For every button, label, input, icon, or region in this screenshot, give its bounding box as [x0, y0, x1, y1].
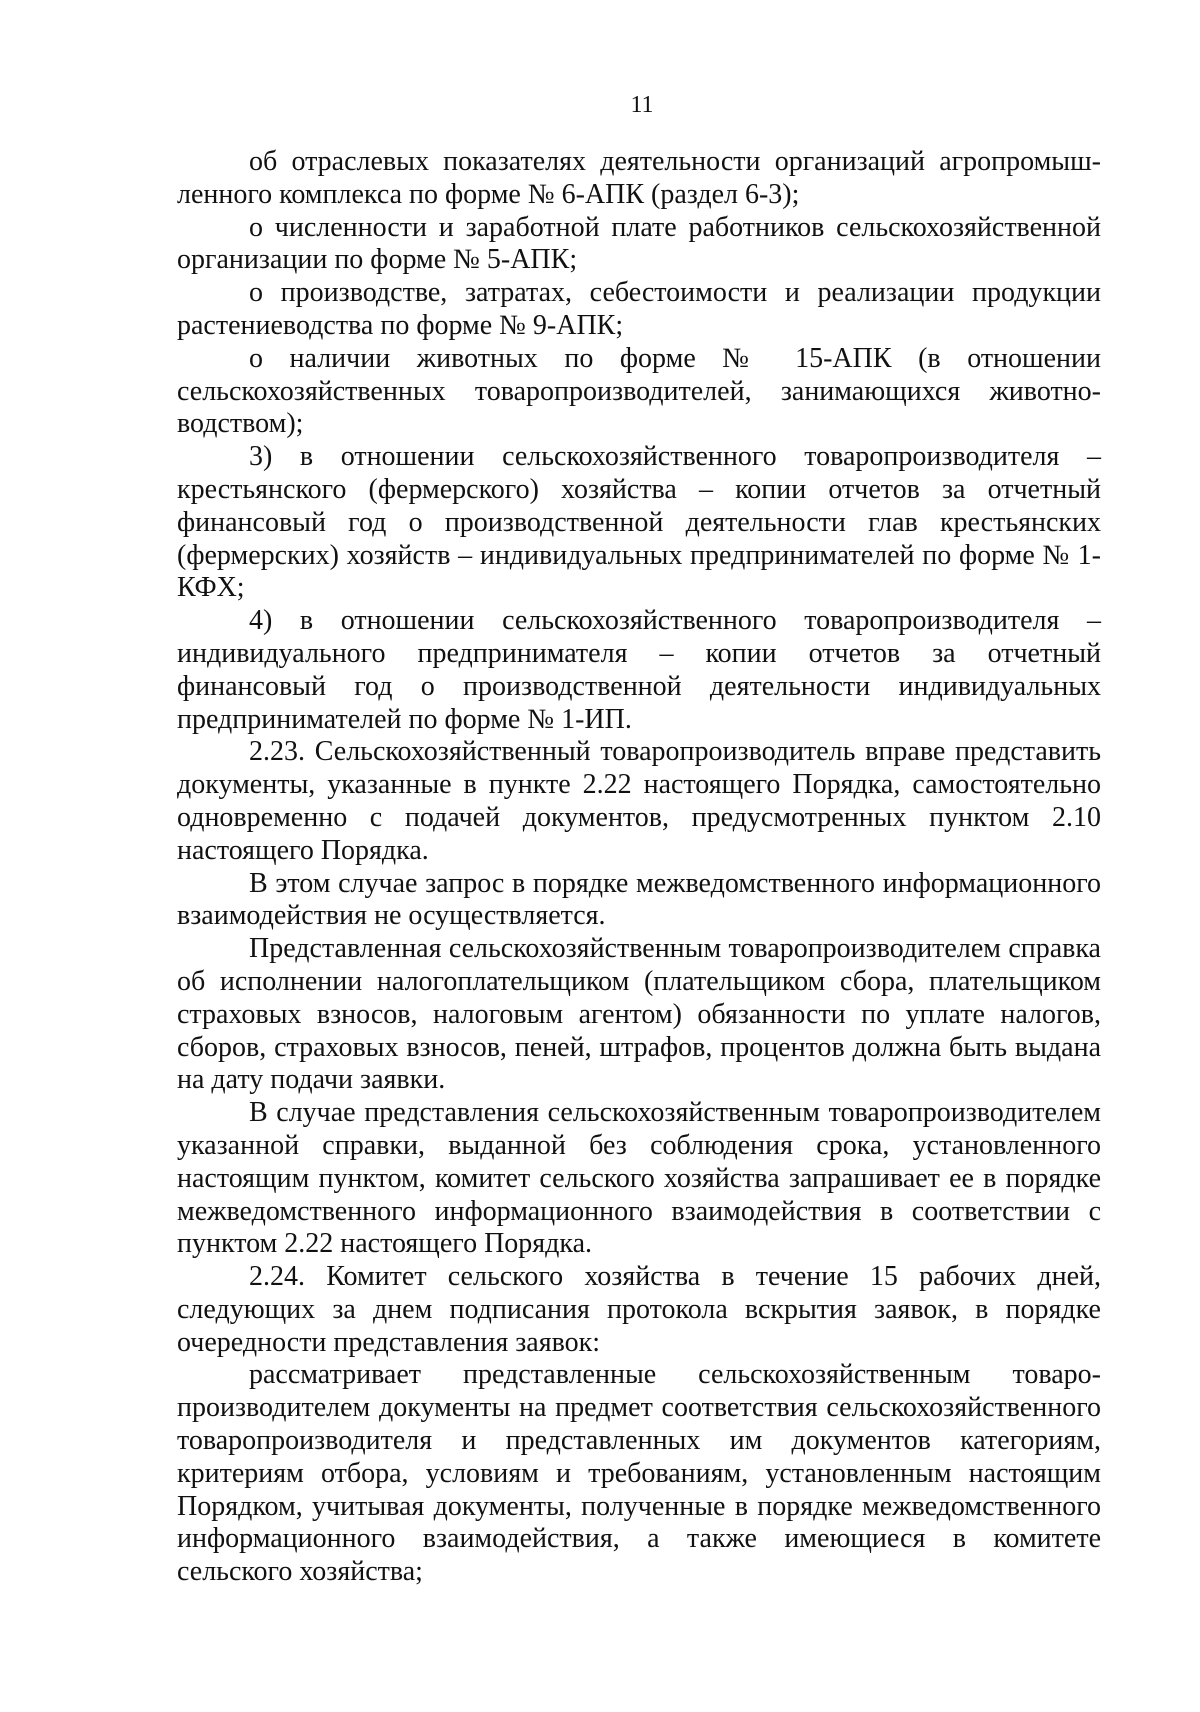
paragraph-certificate-deadline: В случае представления сельскохозяйственным товаропроизводителем указанной справки, выданной без соблюдения срока, установленного настоящим пунктом, комитет сельского хозяйства запрашивает ее в порядке межведомственного информационного взаимодействия в соответствии с пунктом 2.22 настоящего Порядка. [177, 1097, 1101, 1260]
paragraph-item-3: 3) в отношении сельскохозяйственного товаропроизводителя – крестьянского (фермерского) хозяйства – копии отчетов за отчетный финансовый год о производственной деятельности глав крестьянских (фермерских) хозяйств – индивидуальных предпринимателей по форме № 1-КФХ; [177, 441, 1101, 604]
paragraph-review-documents: рассматривает представленные сельскохозяйственным товаропроизводителем документы на предмет соответствия сельскохозяйственного товаропроизводителя и представленных им документов категориям, критериям отбора, условиям и требованиям, установленным настоящим Порядком, учитывая документы, полученные в порядке межведомственного информационного взаимодействия, а также имеющиеся в комитете сельского хозяйства; [177, 1359, 1101, 1588]
paragraph-clause-2-24: 2.24. Комитет сельского хозяйства в течение 15 рабочих дней, следующих за днем подписания протокола вскрытия заявок, в порядке очередности представления заявок: [177, 1261, 1101, 1358]
document-body [177, 146, 1101, 1589]
paragraph-no-request: В этом случае запрос в порядке межведомственного информационного взаимодействия не осуществляется. [177, 867, 1101, 932]
page-number: 11 [630, 92, 654, 118]
paragraph-form-15-apk: о наличии животных по форме № 15-АПК (в отношении сельскохозяйственных товаропроизводителей, занимающихся животноводством); [177, 342, 1101, 440]
paragraph-item-4: 4) в отношении сельскохозяйственного товаропроизводителя – индивидуального предпринимателя – копии отчетов за отчетный финансовый год о производственной деятельности индивидуальных предпринимателей по форме № 1-ИП. [177, 605, 1101, 735]
paragraph-form-9-apk: о производстве, затратах, себестоимости и реализации продукции растениеводства по форме № 9-АПК; [177, 277, 1101, 341]
paragraph-form-5-apk: о численности и заработной плате работников сельскохозяйственной организации по форме № 5-АПК; [177, 211, 1101, 276]
paragraph-tax-certificate: Представленная сельскохозяйственным товаропроизводителем справка об исполнении налогоплательщиком (плательщиком сбора, плательщиком страховых взносов, налоговым агентом) обязанности по уплате налогов, сборов, страховых взносов, пеней, штрафов, процентов должна быть выдана на дату подачи заявки. [177, 933, 1101, 1096]
paragraph-clause-2-23: 2.23. Сельскохозяйственный товаропроизводитель вправе представить документы, указанные в пункте 2.22 настоящего Порядка, самостоятельно одновременно с подачей документов, предусмотренных пунктом 2.10 настоящего Порядка. [177, 736, 1101, 866]
paragraph-form-6-apk: об отраслевых показателях деятельности организаций агропромышленного комплекса по форме № 6-АПК (раздел 6-3); [177, 146, 1101, 210]
